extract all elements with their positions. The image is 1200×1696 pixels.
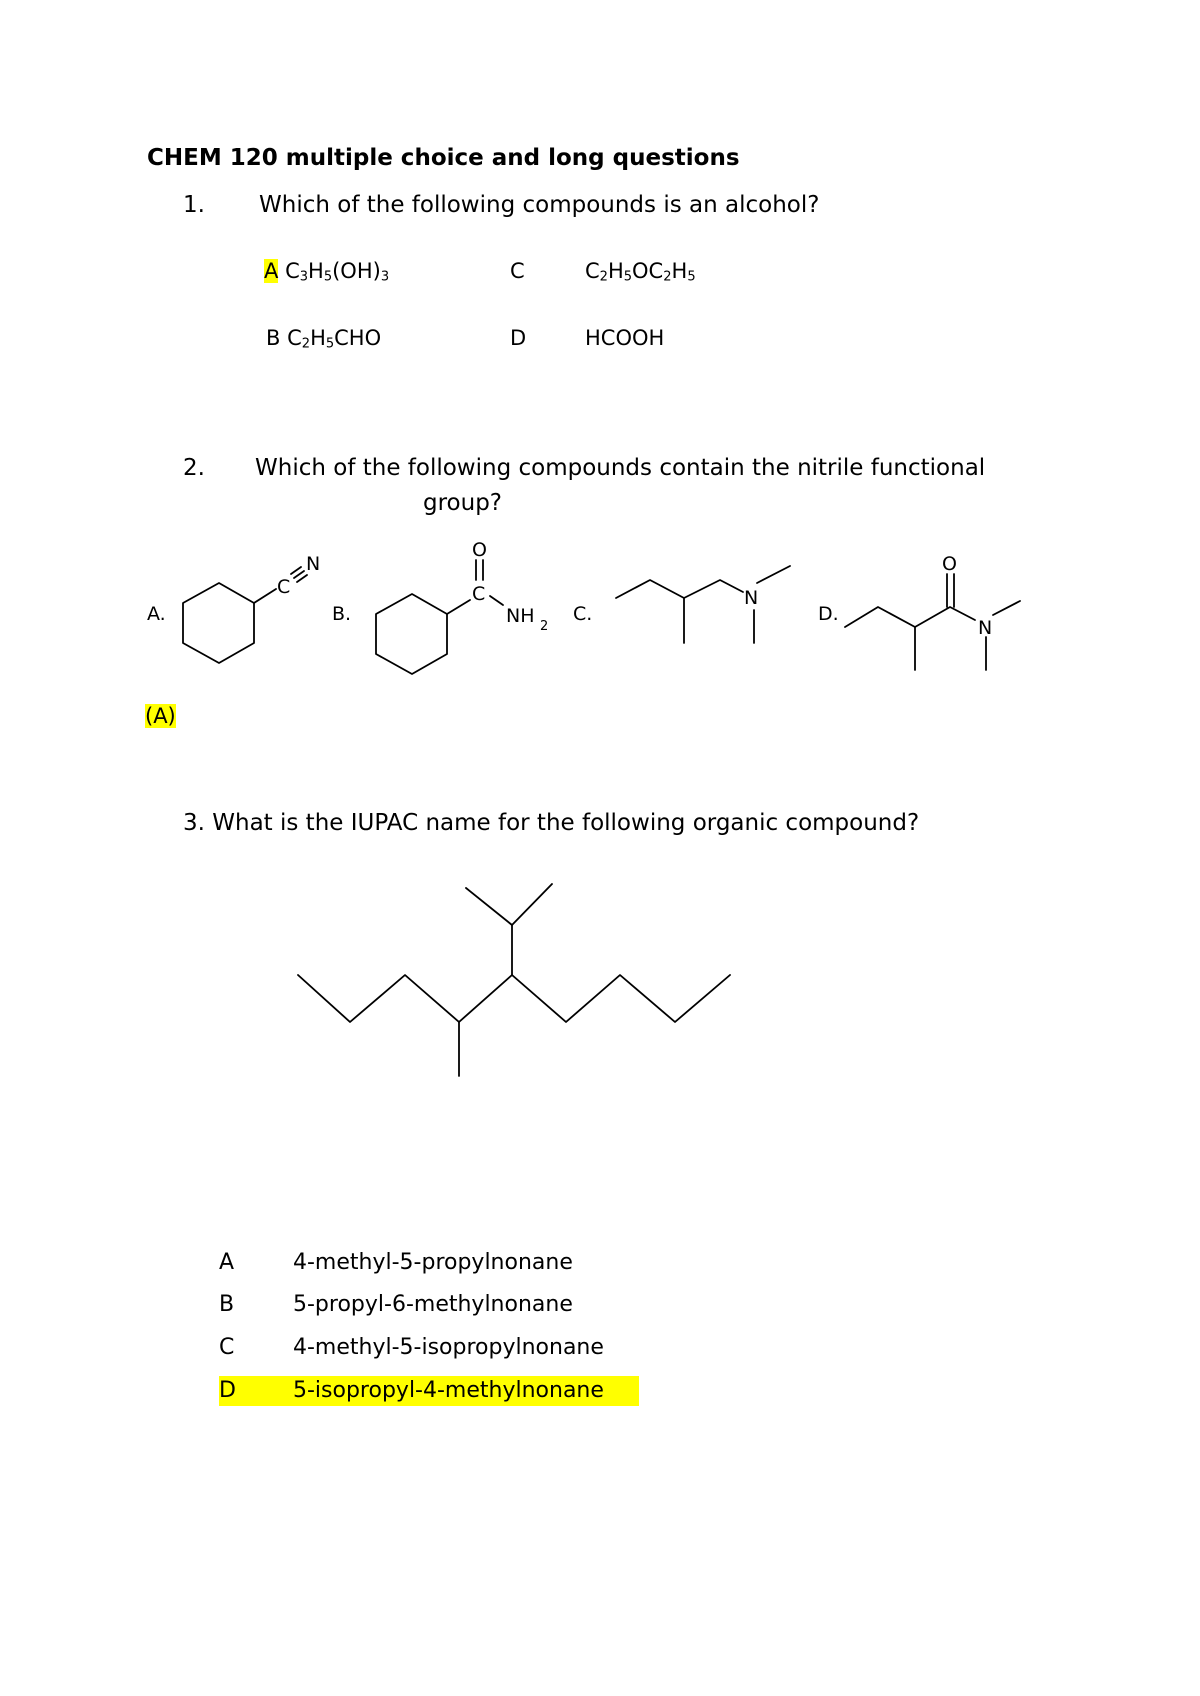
q3-option-b-name: 5-propyl-6-methylnonane xyxy=(293,1292,573,1317)
structure-c xyxy=(616,566,790,643)
q1-option-d-formula: HCOOH xyxy=(585,326,665,350)
q2-text-line1: Which of the following compounds contain the nitrile functional xyxy=(255,455,986,481)
q2-answer: (A) xyxy=(145,704,176,728)
structure-b-ring xyxy=(376,594,447,674)
structure-a-triple-bond xyxy=(294,571,304,578)
q1-option-c-formula: $C_2H_5OC_2H_5$ xyxy=(585,259,696,285)
q3-text: 3. What is the IUPAC name for the following organic compound? xyxy=(183,810,920,836)
structure-c-chain xyxy=(616,580,743,598)
q2-structures xyxy=(0,530,1200,680)
q3-option-a-name: 4-methyl-5-propylnonane xyxy=(293,1250,573,1275)
structure-d-atom-n: N xyxy=(978,617,993,639)
q1-option-b-formula: $C_2H_5CHO$ xyxy=(287,326,382,352)
structure-a-atom-c: C xyxy=(277,576,291,598)
page-title: CHEM 120 multiple choice and long questions xyxy=(147,145,740,171)
q1-option-d-letter[interactable]: D xyxy=(510,326,527,350)
q3-option-d-letter[interactable]: D xyxy=(219,1378,236,1403)
structure-a-bond xyxy=(254,589,276,603)
structure-c-label: C. xyxy=(573,603,593,625)
q3-main-chain xyxy=(298,975,730,1022)
q3-isopropyl-arms xyxy=(466,884,552,925)
q3-option-a-letter[interactable]: A xyxy=(219,1250,235,1275)
structure-c-atom-n: N xyxy=(744,587,759,609)
structure-d-atom-o: O xyxy=(942,553,957,575)
q1-option-b-letter: B xyxy=(266,326,281,350)
structure-d-n-methyl-1 xyxy=(993,601,1020,615)
structure-b-atom-nh: NH xyxy=(506,605,535,627)
structure-b-label: B. xyxy=(332,603,352,625)
q1-option-c-letter[interactable]: C xyxy=(510,259,525,283)
q1-text: Which of the following compounds is an alcohol? xyxy=(259,192,820,218)
structure-b xyxy=(376,560,503,674)
structure-a-ring xyxy=(183,583,254,663)
q1-number: 1. xyxy=(183,192,205,218)
q1-option-a-formula: $C_3H_5(OH)_3$ xyxy=(285,259,390,285)
structure-b-cn-bond xyxy=(490,596,503,605)
structure-a-label: A. xyxy=(147,603,166,625)
structure-d-label: D. xyxy=(818,603,839,625)
structure-d-chain xyxy=(845,607,975,627)
structure-b-bond xyxy=(447,600,470,614)
q3-option-d-name: 5-isopropyl-4-methylnonane xyxy=(293,1378,604,1403)
q1-option-b[interactable] xyxy=(266,326,381,350)
structure-b-atom-nh-sub: 2 xyxy=(540,619,549,634)
q3-option-c-letter[interactable]: C xyxy=(219,1335,235,1360)
q2-number: 2. xyxy=(183,455,205,481)
q3-option-b-letter[interactable]: B xyxy=(219,1292,235,1317)
q3-option-c-name: 4-methyl-5-isopropylnonane xyxy=(293,1335,604,1360)
structure-b-atom-c: C xyxy=(472,583,486,605)
structure-a-atom-n: N xyxy=(306,553,321,575)
structure-b-atom-o: O xyxy=(472,539,487,561)
q1-option-a[interactable] xyxy=(264,259,389,283)
structure-c-n-methyl-1 xyxy=(757,566,790,583)
q2-text-line2: group? xyxy=(423,490,503,516)
q1-option-a-letter: A xyxy=(264,259,279,283)
structure-d xyxy=(845,574,1020,670)
q3-structure xyxy=(0,870,1200,1090)
